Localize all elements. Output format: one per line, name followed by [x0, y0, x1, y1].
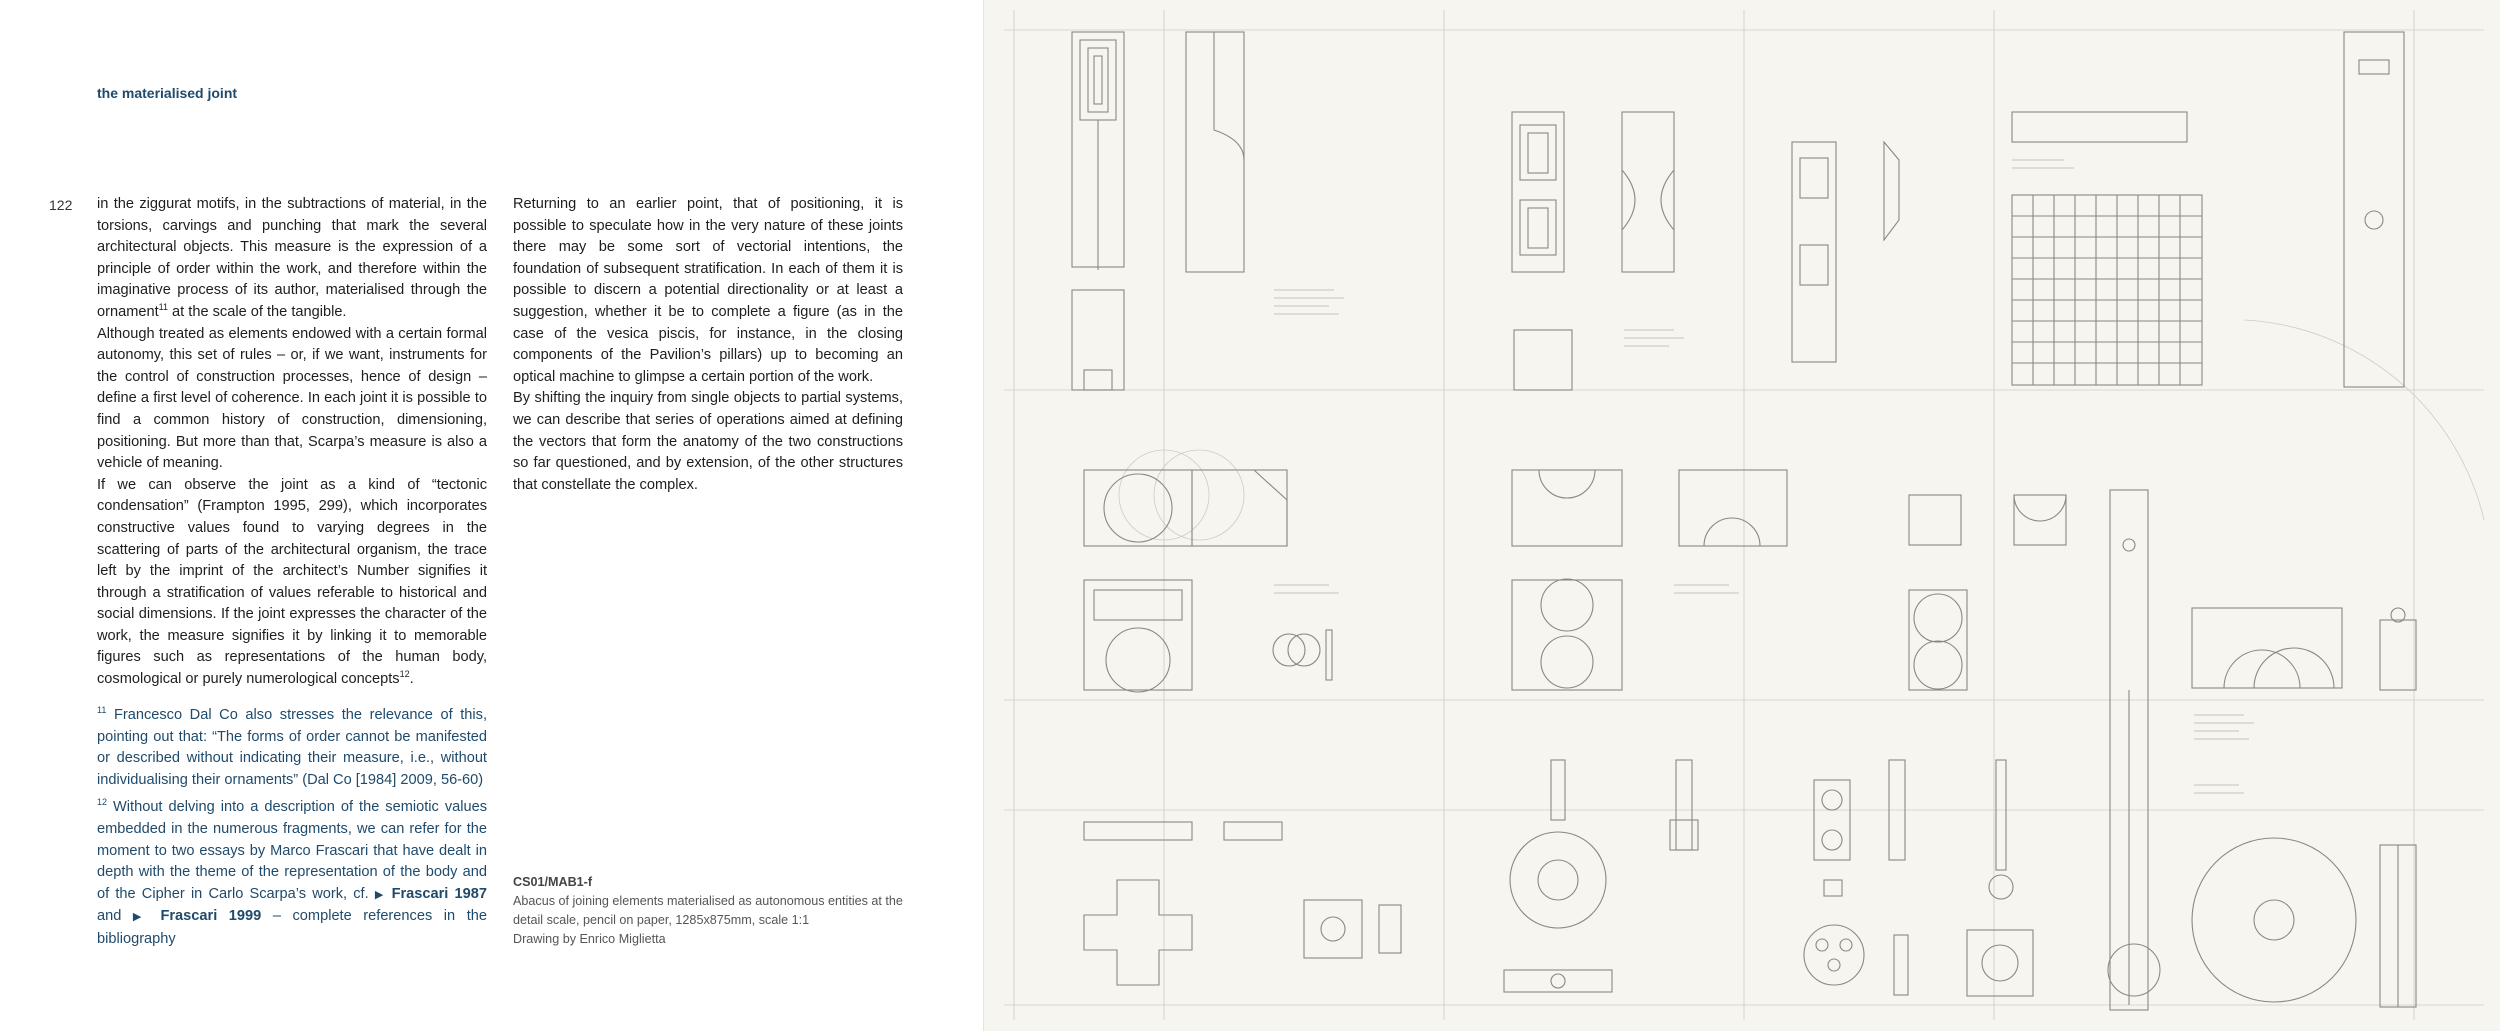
page-number: 122 [49, 197, 73, 213]
drawing-top-row [1072, 32, 2404, 390]
paragraph-text: If we can observe the joint as a kind of “tectonic condensation” (Frampton 1995, 299), which incorporates constructive values found to varying degrees in the scattering of parts of the architectural organism, the trace left by the imprint of the architect’s Number signifies it through a stratification of values referable to historical and social dimensions. If the joint expresses the character of the work, the measure signifies it by linking it to memorable figures such as representations of the human body, cosmological or purely numerological concepts [97, 476, 487, 688]
drawing-annotations [1274, 160, 2254, 793]
bibliography-reference[interactable]: Frascari 1999 [160, 908, 262, 925]
footnote-text: – complete references in the bibliography [97, 908, 487, 947]
note-marker: 11 [97, 705, 107, 716]
caption-credit: Drawing by Enrico Miglietta [513, 932, 666, 946]
drawing-page [984, 0, 2500, 1031]
note-marker: 12 [97, 797, 108, 808]
paragraph: Returning to an earlier point, that of positioning, it is possible to speculate how in the very nature of these joints there may be some sort of vectorial intentions, the foundation of subsequent stratification. In each of them it is possible to discern a potential directionality or at least a suggestion, whether it be to complete a figure (as in the case of the vesica piscis, for instance, in the closing components of the Pavilion’s pillars) up to becoming an optical machine to glimpse a certain portion of the work. [513, 196, 903, 385]
bibliography-reference[interactable]: Frascari 1987 [391, 885, 487, 902]
paragraph: By shifting the inquiry from single objects to partial systems, we can describe that series of operations aimed at defining the vectors that form the anatomy of the two constructions so far questioned, and by extension, of the other structures that constellate the complex. [513, 390, 903, 493]
footnote-12 [97, 797, 487, 950]
left-page [0, 0, 984, 1031]
pencil-drawing-abacus [984, 0, 2500, 1031]
footnote-11 [97, 705, 487, 791]
caption-description: Abacus of joining elements materialised as autonomous entities at the detail scale, pencil on paper, 1285x875mm, scale 1:1 [513, 894, 903, 927]
paragraph [97, 194, 487, 324]
paragraph-text: at the scale of the tangible. [168, 303, 347, 320]
drawing-middle-row [1084, 470, 2416, 1010]
figure-code: CS01/MAB1-f [513, 875, 593, 889]
footnotes [97, 705, 487, 957]
arrow-icon: ▶ [374, 888, 386, 901]
grid-pattern [2012, 195, 2202, 385]
paragraph-text: in the ziggurat motifs, in the subtractions of material, in the torsions, carvings and punching that mark the several architectural objects. This measure is the expression of a principle of order within the work, and therefore within the imaginative process of its author, materialised through the ornament [97, 196, 487, 320]
note-marker: 11 [158, 302, 168, 313]
paragraph [97, 475, 487, 691]
footnote-text: and [97, 908, 122, 925]
footnote-text: Francesco Dal Co also stresses the relevance of this, pointing out that: “The forms of order cannot be manifested or described without indicating their measure, i.e., without individualising their ornaments” (Dal Co [1984] 2009, 56-60) [97, 707, 488, 788]
footnote-text: Without delving into a description of the semiotic values embedded in the numerous fragments, we can refer for the moment to two essays by Marco Frascari that have dealt in depth with the theme of the representation of the body and of the Cipher in Carlo Scarpa’s work, cf. [97, 799, 488, 902]
text-column-1 [97, 194, 487, 691]
text-column-2 [513, 194, 903, 496]
figure-caption [513, 873, 913, 949]
drawing-lower-row [1084, 760, 2416, 1007]
paragraph-text: . [409, 671, 414, 688]
note-marker: 12 [399, 669, 410, 680]
arrow-icon: ▶ [132, 911, 149, 924]
construction-lines [1004, 10, 2484, 1020]
paragraph: Although treated as elements endowed with a certain formal autonomy, this set of rules – or, if we want, instruments for the control of construction processes, hence of design – define a first level of coherence. In each joint it is possible to find a common history of construction, dimensioning, positioning. But more than that, Scarpa’s measure is also a vehicle of meaning. [97, 325, 487, 472]
running-head: the materialised joint [97, 85, 238, 101]
